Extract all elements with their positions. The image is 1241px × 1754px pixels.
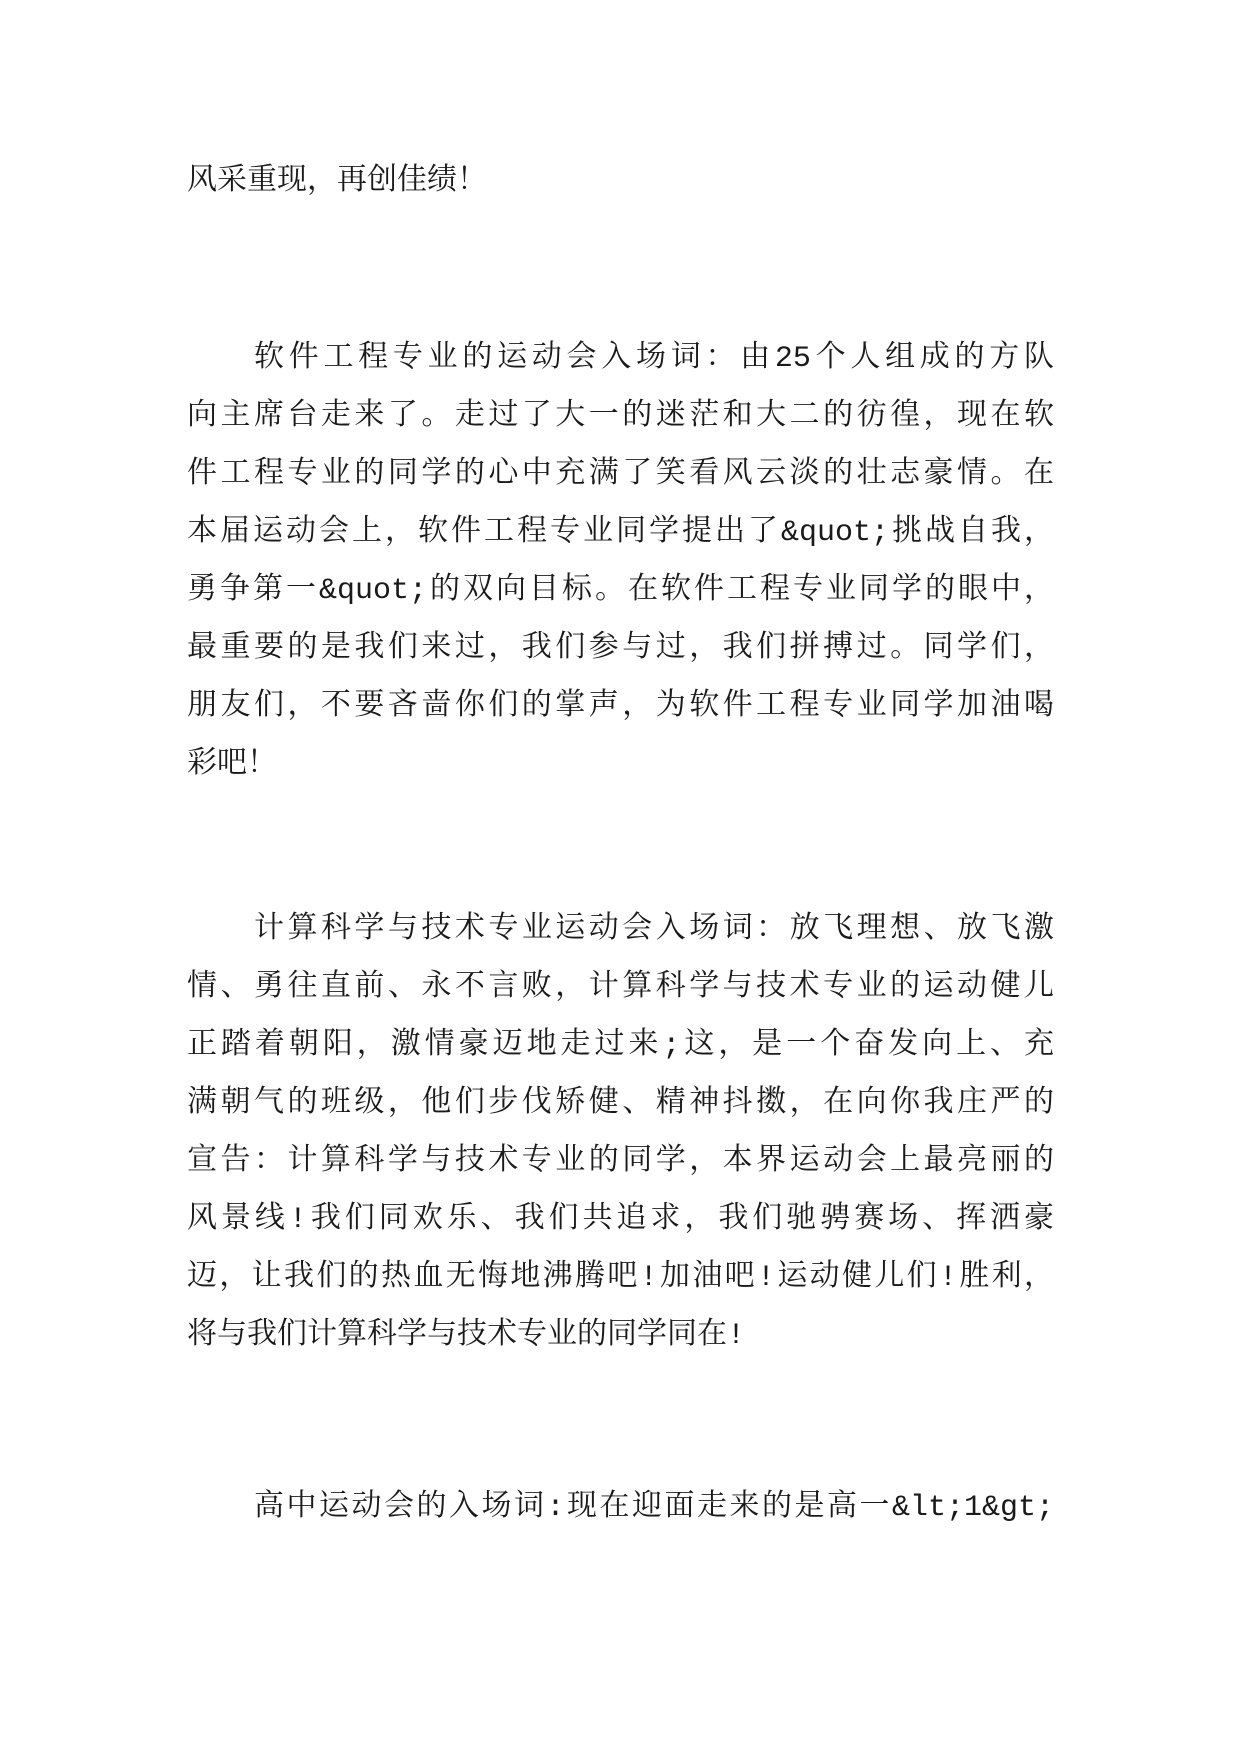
text-line: 满朝气的班级，他们步伐矫健、精神抖擞，在向你我庄严的 bbox=[187, 1087, 1054, 1121]
text-line: 朋友们，不要吝啬你们的掌声，为软件工程专业同学加油喝 bbox=[187, 690, 1054, 724]
text-line: 最重要的是我们来过，我们参与过，我们拼搏过。同学们， bbox=[187, 632, 1054, 666]
paragraph bbox=[187, 330, 1054, 794]
text-line: 本届运动会上，软件工程专业同学提出了&quot;挑战自我， bbox=[187, 516, 1054, 550]
text-line: 件工程专业的同学的心中充满了笑看风云淡的壮志豪情。在 bbox=[187, 458, 1054, 492]
text-line: 向主席台走来了。走过了大一的迷茫和大二的彷徨，现在软 bbox=[187, 400, 1054, 434]
paragraph bbox=[187, 901, 1054, 1365]
text-line: 彩吧！ bbox=[187, 748, 277, 782]
text-line: 勇争第一&quot;的双向目标。在软件工程专业同学的眼中， bbox=[187, 574, 1054, 608]
text-line: 正踏着朝阳，激情豪迈地走过来;这，是一个奋发向上、充 bbox=[187, 1029, 1054, 1063]
text-line: 软件工程专业的运动会入场词：由25个人组成的方队 bbox=[254, 342, 1054, 376]
paragraph bbox=[187, 1479, 1054, 1537]
text-line: 高中运动会的入场词:现在迎面走来的是高一&lt;1&gt; bbox=[254, 1491, 1054, 1525]
paragraph bbox=[187, 153, 1054, 211]
text-line: 迈，让我们的热血无悔地沸腾吧!加油吧!运动健儿们!胜利， bbox=[187, 1261, 1054, 1295]
text-line: 风景线!我们同欢乐、我们共追求，我们驰骋赛场、挥洒豪 bbox=[187, 1203, 1054, 1237]
text-line: 情、勇往直前、永不言败，计算科学与技术专业的运动健儿 bbox=[187, 971, 1054, 1005]
text-line: 风采重现，再创佳绩！ bbox=[187, 165, 487, 199]
text-line: 宣告：计算科学与技术专业的同学，本界运动会上最亮丽的 bbox=[187, 1145, 1054, 1179]
text-line: 将与我们计算科学与技术专业的同学同在! bbox=[187, 1319, 746, 1353]
text-line: 计算科学与技术专业运动会入场词：放飞理想、放飞激 bbox=[254, 913, 1054, 947]
